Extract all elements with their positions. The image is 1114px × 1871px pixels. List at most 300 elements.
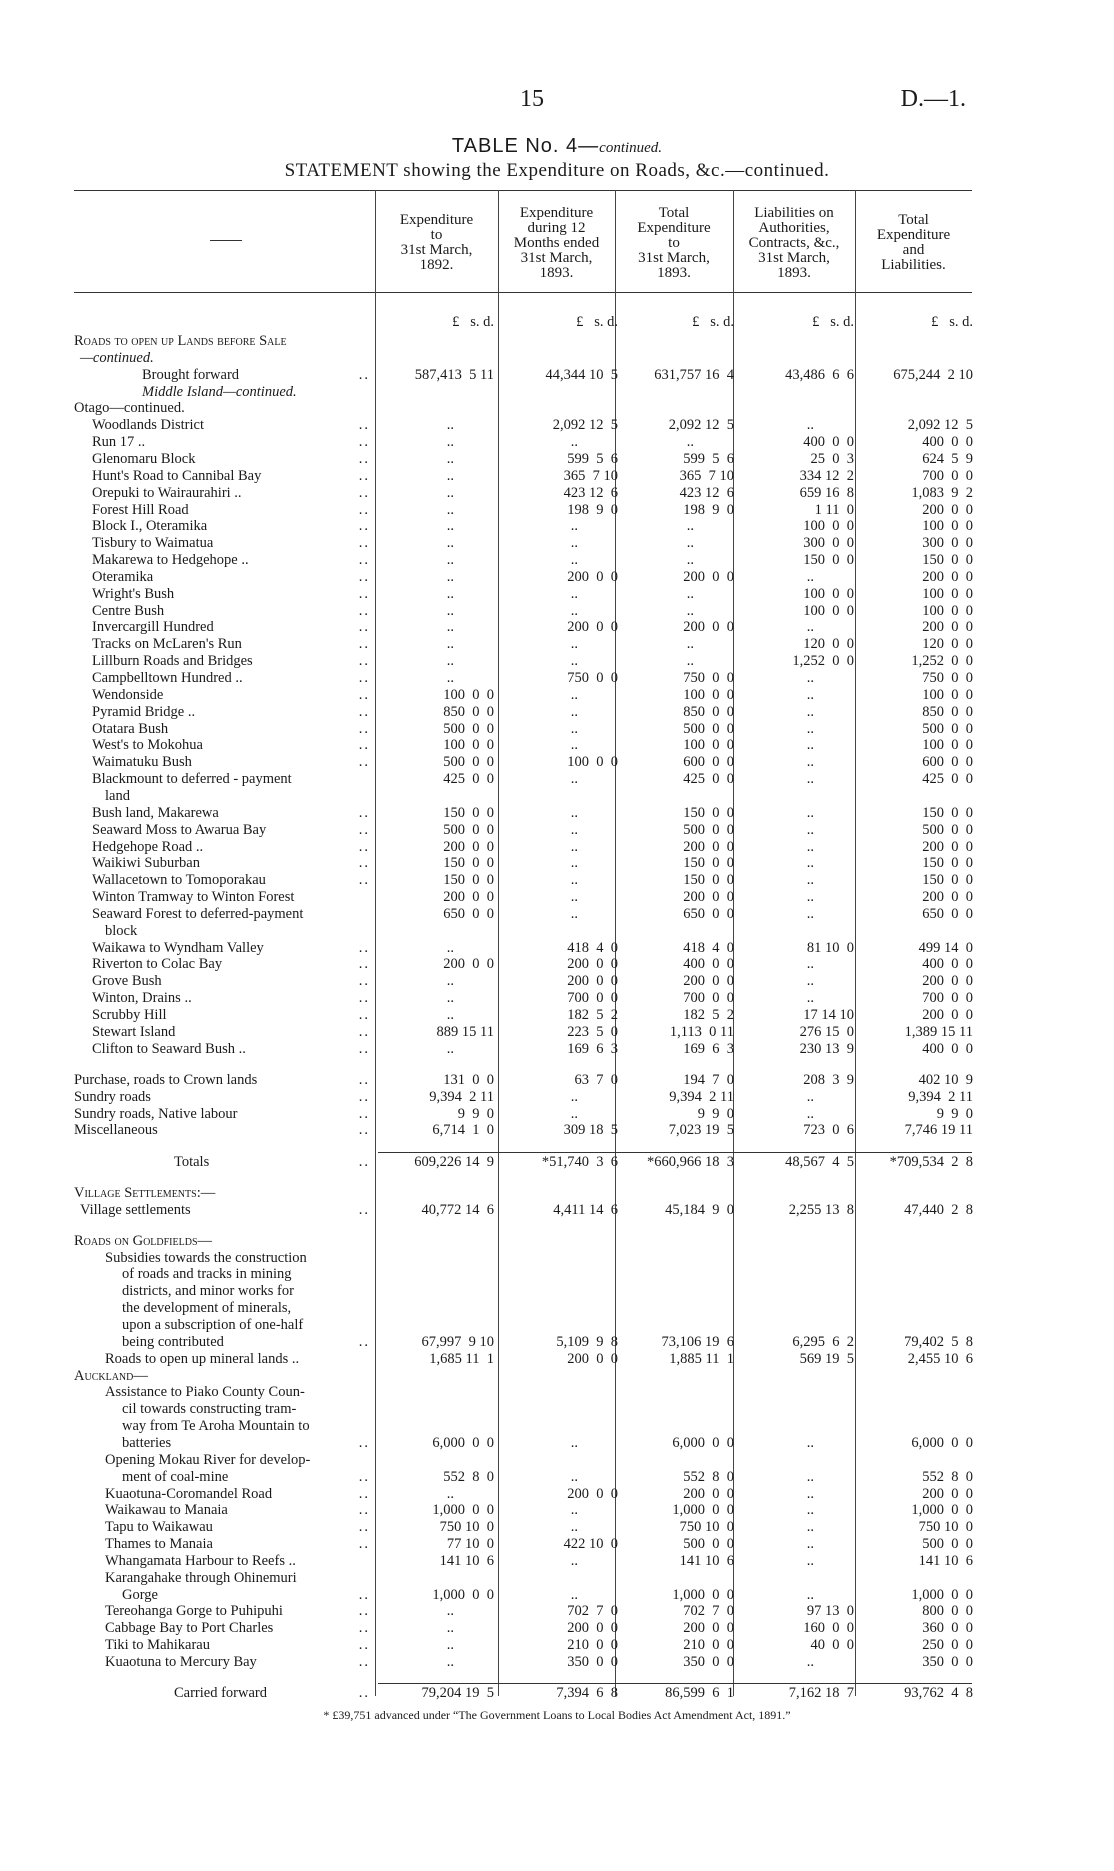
amount-cell: 150 0 0 [443, 855, 494, 872]
row-label: Bush land, Makarewa [92, 804, 219, 821]
leader-dots: .. [358, 1685, 370, 1702]
page-number: 15 [520, 86, 544, 112]
table-row [0, 367, 1114, 384]
amount-cell: 7,023 19 5 [668, 1122, 734, 1139]
row-label: Seaward Forest to deferred-payment [92, 905, 304, 922]
amount-cell: 100 0 0 [443, 737, 494, 754]
column-header-5: Total Expenditure and Liabilities. [876, 212, 951, 273]
row-label: Tapu to Waikawau [105, 1519, 213, 1536]
amount-cell: .. [806, 855, 814, 872]
amount-cell: .. [446, 990, 454, 1007]
amount-cell: .. [446, 653, 454, 670]
row-label: cil towards constructing tram- [122, 1401, 297, 1418]
amount-cell: .. [806, 905, 814, 922]
amount-cell: 2,455 10 6 [907, 1350, 973, 1367]
table-row [0, 1418, 1114, 1435]
amount-cell: *51,740 3 6 [541, 1153, 618, 1170]
amount-cell: 200 0 0 [443, 889, 494, 906]
column-header-4: Liabilities on Authorities, Contracts, &c., 31st March, 1893. [748, 205, 840, 281]
leader-dots: .. [358, 552, 370, 569]
row-label: Village Settlements:— [74, 1184, 216, 1201]
amount-cell: *709,534 2 8 [889, 1153, 973, 1170]
table-row [0, 502, 1114, 519]
amount-cell: 500 0 0 [443, 821, 494, 838]
amount-cell: 200 0 0 [922, 619, 973, 636]
amount-cell: 300 0 0 [803, 535, 854, 552]
amount-cell: 169 6 3 [683, 1040, 734, 1057]
amount-cell: 552 8 0 [443, 1468, 494, 1485]
amount-cell: .. [570, 602, 578, 619]
amount-cell: 200 0 0 [683, 568, 734, 585]
leader-dots: .. [358, 973, 370, 990]
amount-cell: 100 0 0 [922, 585, 973, 602]
row-label: districts, and minor works for [122, 1283, 294, 1300]
amount-cell: .. [446, 518, 454, 535]
amount-cell: 200 0 0 [567, 1350, 618, 1367]
amount-cell: 150 0 0 [683, 804, 734, 821]
amount-cell: 850 0 0 [443, 703, 494, 720]
leader-dots: .. [358, 501, 370, 518]
table-row [0, 653, 1114, 670]
amount-cell: 141 10 6 [679, 1552, 734, 1569]
table-row [0, 822, 1114, 839]
amount-cell: .. [570, 703, 578, 720]
amount-cell: 500 0 0 [683, 1536, 734, 1553]
leader-dots: .. [358, 956, 370, 973]
row-label: Grove Bush [92, 973, 162, 990]
amount-cell: 1,113 0 11 [669, 1023, 734, 1040]
table-row [0, 704, 1114, 721]
leader-dots: .. [358, 1153, 370, 1170]
leader-dots: .. [358, 417, 370, 434]
amount-cell: 200 0 0 [443, 838, 494, 855]
row-label: Totals [174, 1153, 210, 1170]
amount-cell: 1,000 0 0 [432, 1502, 494, 1519]
table-row [0, 1334, 1114, 1351]
row-label: Stewart Island [92, 1023, 176, 1040]
table-row [0, 586, 1114, 603]
amount-cell: 418 4 0 [683, 939, 734, 956]
amount-cell: .. [806, 686, 814, 703]
amount-cell: 400 0 0 [683, 956, 734, 973]
currency-unit-label: £ s. d. [452, 314, 494, 330]
amount-cell: 500 0 0 [443, 720, 494, 737]
leader-dots: .. [358, 754, 370, 771]
amount-cell: 599 5 6 [683, 450, 734, 467]
row-label: Wallacetown to Tomoporakau [92, 872, 266, 889]
leader-dots: .. [358, 1071, 370, 1088]
amount-cell: .. [806, 1552, 814, 1569]
amount-cell: 200 0 0 [443, 956, 494, 973]
row-label: Hedgehope Road .. [92, 838, 204, 855]
amount-cell: .. [686, 552, 694, 569]
amount-cell: 9,394 2 11 [429, 1088, 494, 1105]
leader-dots: .. [358, 434, 370, 451]
table-row [0, 434, 1114, 451]
total-rule [378, 1683, 972, 1684]
amount-cell: 889 15 11 [436, 1023, 494, 1040]
table-row [0, 1603, 1114, 1620]
amount-cell: 141 10 6 [918, 1552, 973, 1569]
amount-cell: 425 0 0 [683, 771, 734, 788]
amount-cell: 350 0 0 [683, 1654, 734, 1671]
table-row [0, 603, 1114, 620]
row-label: Makarewa to Hedgehope .. [92, 552, 249, 569]
table-row [0, 1519, 1114, 1536]
table-row [0, 1106, 1114, 1123]
amount-cell: .. [686, 535, 694, 552]
amount-cell: .. [686, 653, 694, 670]
amount-cell: .. [570, 872, 578, 889]
leader-dots: .. [358, 518, 370, 535]
amount-cell: .. [446, 619, 454, 636]
amount-cell: .. [806, 670, 814, 686]
amount-cell: 45,184 9 0 [665, 1201, 734, 1218]
amount-cell: .. [446, 484, 454, 501]
row-label: Sundry roads [74, 1088, 151, 1105]
table-row [0, 1368, 1114, 1385]
amount-cell: .. [570, 1468, 578, 1485]
table-row [0, 384, 1114, 401]
table-row [0, 417, 1114, 434]
amount-cell: 1,083 9 2 [911, 484, 973, 501]
row-label: Campbelltown Hundred .. [92, 670, 243, 686]
amount-cell: 6,000 0 0 [432, 1434, 494, 1451]
amount-cell: 1,000 0 0 [911, 1586, 973, 1603]
amount-cell: 150 0 0 [922, 804, 973, 821]
table-row [0, 721, 1114, 738]
table-row [0, 1654, 1114, 1671]
amount-cell: .. [570, 1434, 578, 1451]
row-label: Sundry roads, Native labour [74, 1105, 238, 1122]
amount-cell: .. [806, 804, 814, 821]
row-label: Opening Mokau River for develop- [105, 1451, 311, 1468]
amount-cell: 86,599 6 1 [665, 1685, 734, 1702]
amount-cell: 1,000 0 0 [672, 1586, 734, 1603]
amount-cell: 100 0 0 [683, 686, 734, 703]
leader-dots: .. [358, 1434, 370, 1451]
row-label: Thames to Manaia [105, 1536, 213, 1553]
row-label: Blackmount to deferred - payment [92, 771, 292, 788]
row-label: Centre Bush [92, 602, 165, 619]
leader-dots: .. [358, 855, 370, 872]
row-label: batteries [122, 1434, 172, 1451]
amount-cell: 210 0 0 [683, 1637, 734, 1654]
amount-cell: .. [806, 568, 814, 585]
amount-cell: 650 0 0 [443, 905, 494, 922]
amount-cell: 700 0 0 [683, 990, 734, 1007]
table-row [0, 973, 1114, 990]
table-row [0, 569, 1114, 586]
amount-cell: 150 0 0 [922, 552, 973, 569]
amount-cell: .. [806, 1468, 814, 1485]
table-row [0, 956, 1114, 973]
amount-cell: .. [570, 838, 578, 855]
amount-cell: 200 0 0 [922, 1007, 973, 1023]
row-label: Village settlements [80, 1201, 191, 1218]
amount-cell: .. [570, 1502, 578, 1519]
currency-unit-label: £ s. d. [812, 314, 854, 330]
row-label: Glenomaru Block [92, 450, 196, 467]
amount-cell: 120 0 0 [922, 636, 973, 653]
amount-cell: .. [806, 956, 814, 973]
amount-cell: .. [570, 653, 578, 670]
amount-cell: 182 5 2 [683, 1007, 734, 1023]
amount-cell: 100 0 0 [922, 686, 973, 703]
leader-dots: .. [358, 1007, 370, 1023]
amount-cell: 750 10 0 [439, 1519, 494, 1536]
row-label: land [105, 787, 130, 804]
amount-cell: 200 0 0 [922, 973, 973, 990]
amount-cell: .. [806, 1519, 814, 1536]
amount-cell: 425 0 0 [443, 771, 494, 788]
row-label: Orepuki to Wairaurahiri .. [92, 484, 242, 501]
amount-cell: .. [446, 552, 454, 569]
amount-cell: .. [806, 720, 814, 737]
amount-cell: 200 0 0 [683, 1485, 734, 1502]
table-row [0, 940, 1114, 957]
table-row [0, 518, 1114, 535]
amount-cell: .. [570, 1519, 578, 1536]
column-header-2: Expenditure during 12 Months ended 31st March, 1893. [513, 205, 600, 281]
amount-cell: 17 14 10 [803, 1007, 854, 1023]
table-row [0, 990, 1114, 1007]
amount-cell: 200 0 0 [922, 568, 973, 585]
row-label: Assistance to Piako County Coun- [105, 1384, 305, 1401]
amount-cell: 675,244 2 10 [893, 366, 973, 383]
leader-dots: .. [358, 1485, 370, 1502]
amount-cell: .. [686, 636, 694, 653]
table-row [0, 855, 1114, 872]
amount-cell: 194 7 0 [683, 1071, 734, 1088]
leader-dots: .. [358, 1105, 370, 1122]
table-row [0, 670, 1114, 687]
table-row [0, 788, 1114, 805]
leader-dots: .. [358, 838, 370, 855]
leader-dots: .. [358, 1586, 370, 1603]
amount-cell: 423 12 6 [679, 484, 734, 501]
amount-cell: 200 0 0 [683, 889, 734, 906]
table-row [0, 1266, 1114, 1283]
leader-dots: .. [358, 653, 370, 670]
amount-cell: .. [570, 535, 578, 552]
leader-dots: .. [358, 602, 370, 619]
amount-cell: 100 0 0 [922, 518, 973, 535]
amount-cell: .. [446, 602, 454, 619]
table-row [0, 872, 1114, 889]
leader-dots: .. [358, 484, 370, 501]
amount-cell: 500 0 0 [922, 1536, 973, 1553]
amount-cell: .. [806, 1485, 814, 1502]
leader-dots: .. [358, 1333, 370, 1350]
amount-cell: .. [570, 1105, 578, 1122]
table-row [0, 754, 1114, 771]
currency-unit-label: £ s. d. [931, 314, 973, 330]
leader-dots: .. [358, 1654, 370, 1671]
amount-cell: 650 0 0 [683, 905, 734, 922]
leader-dots: .. [358, 1519, 370, 1536]
amount-cell: 6,000 0 0 [672, 1434, 734, 1451]
amount-cell: .. [806, 737, 814, 754]
table-row [0, 1536, 1114, 1553]
table-row [0, 1154, 1114, 1171]
amount-cell: 800 0 0 [922, 1603, 973, 1620]
leader-dots: .. [358, 568, 370, 585]
amount-cell: 2,255 13 8 [788, 1201, 854, 1218]
table-row [0, 1452, 1114, 1469]
amount-cell: .. [446, 501, 454, 518]
row-label: Brought forward [142, 366, 240, 383]
amount-cell: 6,714 1 0 [432, 1122, 494, 1139]
header-bottom-rule [74, 292, 972, 293]
row-label: way from Te Aroha Mountain to [122, 1418, 310, 1435]
amount-cell: .. [446, 670, 454, 686]
amount-cell: .. [806, 1105, 814, 1122]
amount-cell: 552 8 0 [922, 1468, 973, 1485]
amount-cell: 6,295 6 2 [792, 1333, 854, 1350]
row-label: ment of coal-mine [122, 1468, 229, 1485]
amount-cell: .. [570, 737, 578, 754]
table-row [0, 485, 1114, 502]
amount-cell: 750 10 0 [679, 1519, 734, 1536]
amount-cell: 350 0 0 [922, 1654, 973, 1671]
leader-dots: .. [358, 1122, 370, 1139]
leader-dots: .. [358, 1536, 370, 1553]
amount-cell: 500 0 0 [922, 720, 973, 737]
leader-dots: .. [358, 1040, 370, 1057]
table-row [0, 350, 1114, 367]
amount-cell: .. [446, 1040, 454, 1057]
row-label: Kuaotuna-Coromandel Road [105, 1485, 273, 1502]
amount-cell: 40 0 0 [810, 1637, 854, 1654]
amount-cell: .. [446, 535, 454, 552]
amount-cell: .. [806, 838, 814, 855]
row-label: West's to Mokohua [92, 737, 203, 754]
amount-cell: .. [686, 518, 694, 535]
table-title-continued: continued. [599, 140, 663, 156]
row-label: block [105, 922, 138, 939]
amount-cell: 73,106 19 6 [661, 1333, 734, 1350]
amount-cell: .. [570, 821, 578, 838]
amount-cell: .. [806, 1088, 814, 1105]
amount-cell: .. [570, 552, 578, 569]
amount-cell: 9,394 2 11 [908, 1088, 973, 1105]
amount-cell: .. [806, 872, 814, 889]
amount-cell: 425 0 0 [922, 771, 973, 788]
amount-cell: .. [570, 905, 578, 922]
leader-dots: .. [358, 1637, 370, 1654]
amount-cell: 750 0 0 [922, 670, 973, 686]
amount-cell: 200 0 0 [567, 619, 618, 636]
table-row [0, 1007, 1114, 1024]
amount-cell: .. [446, 417, 454, 434]
leader-dots: .. [358, 1502, 370, 1519]
amount-cell: .. [570, 771, 578, 788]
table-row [0, 1233, 1114, 1250]
leader-dots: .. [358, 703, 370, 720]
amount-cell: .. [806, 973, 814, 990]
row-label: Winton Tramway to Winton Forest [92, 889, 295, 906]
amount-cell: .. [446, 1485, 454, 1502]
amount-cell: 79,204 19 5 [421, 1685, 494, 1702]
leader-dots: .. [358, 804, 370, 821]
amount-cell: 120 0 0 [803, 636, 854, 653]
header-top-rule [74, 190, 972, 191]
amount-cell: 631,757 16 4 [654, 366, 734, 383]
amount-cell: 160 0 0 [803, 1620, 854, 1637]
table-row [0, 1469, 1114, 1486]
amount-cell: 100 0 0 [803, 602, 854, 619]
amount-cell: 200 0 0 [567, 568, 618, 585]
table-row [0, 1089, 1114, 1106]
amount-cell: 500 0 0 [443, 754, 494, 771]
amount-cell: 7,162 18 7 [788, 1685, 854, 1702]
table-row [0, 1384, 1114, 1401]
row-label: Gorge [122, 1586, 158, 1603]
leader-dots: .. [358, 1023, 370, 1040]
table-row [0, 1300, 1114, 1317]
amount-cell: .. [446, 585, 454, 602]
table-row [0, 687, 1114, 704]
amount-cell: 750 0 0 [567, 670, 618, 686]
row-label: upon a subscription of one-half [122, 1317, 304, 1334]
table-row [0, 839, 1114, 856]
amount-cell: 93,762 4 8 [904, 1685, 973, 1702]
amount-cell: .. [806, 990, 814, 1007]
row-label: Otatara Bush [92, 720, 169, 737]
amount-cell: 47,440 2 8 [904, 1201, 973, 1218]
amount-cell: 210 0 0 [567, 1637, 618, 1654]
amount-cell: 200 0 0 [922, 1485, 973, 1502]
row-label: Oteramika [92, 568, 154, 585]
amount-cell: 9 9 0 [697, 1105, 734, 1122]
table-row [0, 535, 1114, 552]
leader-dots: .. [358, 366, 370, 383]
amount-cell: 200 0 0 [567, 1620, 618, 1637]
amount-cell: 208 3 9 [803, 1071, 854, 1088]
amount-cell: 850 0 0 [922, 703, 973, 720]
amount-cell: *660,966 18 3 [647, 1153, 734, 1170]
row-label: Tracks on McLaren's Run [92, 636, 242, 653]
amount-cell: .. [446, 450, 454, 467]
leader-dots: .. [358, 686, 370, 703]
table-row [0, 400, 1114, 417]
row-label: Roads on Goldfields— [74, 1232, 213, 1249]
table-row [0, 451, 1114, 468]
amount-cell: 200 0 0 [922, 889, 973, 906]
amount-cell: .. [446, 1620, 454, 1637]
amount-cell: .. [446, 973, 454, 990]
amount-cell: 40,772 14 6 [421, 1201, 494, 1218]
row-label: Whangamata Harbour to Reefs .. [105, 1552, 296, 1569]
amount-cell: .. [570, 720, 578, 737]
table-row [0, 636, 1114, 653]
amount-cell: 150 0 0 [443, 804, 494, 821]
amount-cell: 79,402 5 8 [904, 1333, 973, 1350]
amount-cell: 309 18 5 [563, 1122, 618, 1139]
row-label: —continued. [80, 349, 154, 366]
table-row [0, 1685, 1114, 1702]
amount-cell: 9 9 0 [457, 1105, 494, 1122]
table-row [0, 1502, 1114, 1519]
amount-cell: 150 0 0 [683, 872, 734, 889]
amount-cell: 400 0 0 [803, 434, 854, 451]
table-row [0, 333, 1114, 350]
statement-heading: STATEMENT showing the Expenditure on Roads, &c.—continued. [284, 160, 830, 181]
amount-cell: .. [570, 1088, 578, 1105]
amount-cell: 1,000 0 0 [672, 1502, 734, 1519]
table-row [0, 1587, 1114, 1604]
